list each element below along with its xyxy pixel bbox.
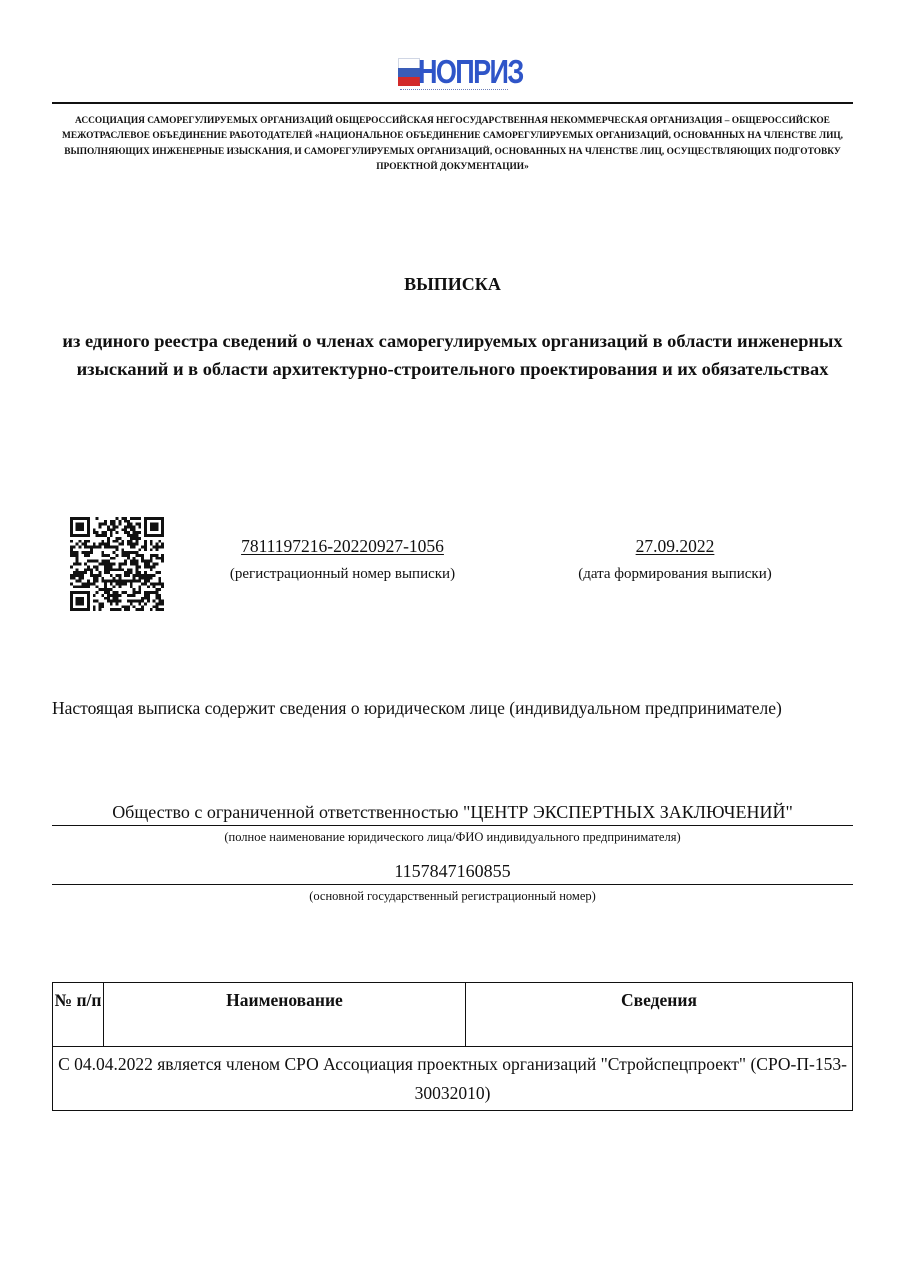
nopriz-logo <box>396 53 523 96</box>
document-title: ВЫПИСКА <box>404 274 501 294</box>
entity-name-caption: (полное наименование юридического лица/ФИО индивидуального предпринимателя) <box>224 830 681 844</box>
organization-name: АССОЦИАЦИЯ САМОРЕГУЛИРУЕМЫХ ОРГАНИЗАЦИЙ ОБЩЕРОССИЙСКАЯ НЕГОСУДАРСТВЕННАЯ НЕКОММЕРЧЕСКАЯ ОРГАНИЗАЦИЯ – ОБЩЕРОССИЙСКОЕ МЕЖОТРАСЛЕВОЕ ОБЪЕДИНЕНИЕ РАБОТОДАТЕЛЕЙ «НАЦИОНАЛЬНОЕ ОБЪЕДИНЕНИЕ САМОРЕГУЛИРУЕМЫХ ОРГАНИЗАЦИЙ, ОСНОВАННЫХ НА ЧЛЕНСТВЕ ЛИЦ, ВЫПОЛНЯЮЩИХ ИНЖЕНЕРНЫЕ ИЗЫСКАНИЯ, И САМОРЕГУЛИРУЕМЫХ ОРГАНИЗАЦИЙ, ОСНОВАННЫХ НА ЧЛЕНСТВЕ ЛИЦ, ОСУЩЕСТВЛЯЮЩИХ ПОДГОТОВКУ ПРОЕКТНОЙ ДОКУМЕНТАЦИИ» <box>61 116 844 172</box>
header-rule <box>52 102 853 104</box>
table-row <box>53 1047 853 1111</box>
table-header-row <box>53 983 853 1047</box>
issue-date-caption: (дата формирования выписки) <box>578 566 772 582</box>
document-subtitle: из единого реестра сведений о членах саморегулируемых организаций в области инженерных изысканий и в области архитектурно-строительного проектирования и их обязательствах <box>62 331 843 379</box>
column-header-name: Наименование <box>104 983 466 1047</box>
logo-tagline-decoration <box>400 89 508 93</box>
ogrn-caption: (основной государственный регистрационный номер) <box>309 889 596 903</box>
membership-note: С 04.04.2022 является членом СРО Ассоциация проектных организаций "Стройспецпроект" (СРО-П-153-30032010) <box>53 1047 853 1111</box>
column-header-info: Сведения <box>466 983 853 1047</box>
intro-paragraph: Настоящая выписка содержит сведения о юридическом лице (индивидуальном предпринимателе) <box>52 698 782 718</box>
registration-number-caption: (регистрационный номер выписки) <box>229 566 456 582</box>
registration-number: 7811197216-20220927-1056 <box>241 536 444 556</box>
entity-name: Общество с ограниченной ответственностью "ЦЕНТР ЭКСПЕРТНЫХ ЗАКЛЮЧЕНИЙ" <box>52 799 853 826</box>
issue-date: 27.09.2022 <box>635 536 715 556</box>
membership-table <box>52 982 853 1111</box>
logo-text: НОПРИЗ <box>418 53 523 90</box>
qr-code-icon <box>70 517 164 611</box>
ogrn-number: 1157847160855 <box>52 858 853 885</box>
column-header-number: № п/п <box>53 983 104 1047</box>
russian-flag-icon <box>398 58 420 86</box>
